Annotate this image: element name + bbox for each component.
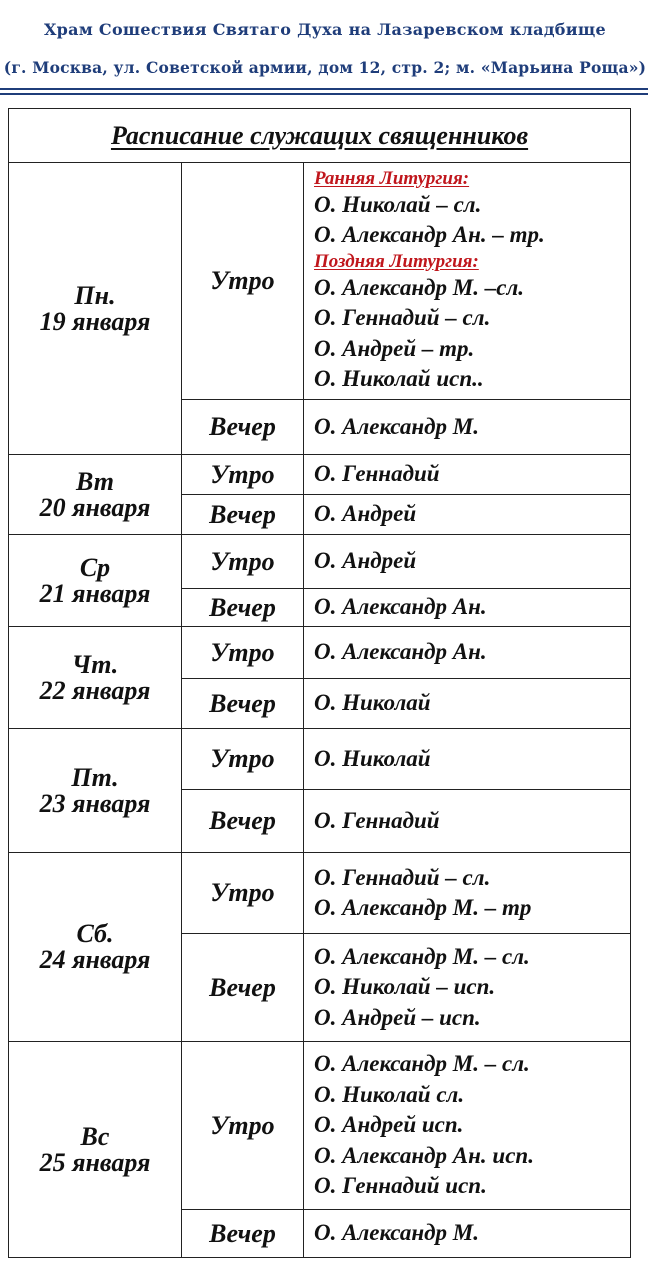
- priest-entry: О. Андрей – тр.: [314, 335, 475, 361]
- priest-entry: О. Геннадий: [314, 807, 440, 833]
- priest-entry: О. Николай – сл.: [314, 191, 482, 217]
- priest-list: [304, 679, 631, 729]
- priest-list: [304, 1210, 631, 1258]
- priest-list: [304, 495, 631, 535]
- priest-list: [304, 163, 631, 400]
- priest-list: [304, 1042, 631, 1210]
- time-of-day: Вечер: [182, 679, 304, 729]
- schedule-row: [9, 729, 631, 790]
- priest-entry: О. Александр Ан. исп.: [314, 1142, 534, 1168]
- priest-entry: О. Николай: [314, 745, 431, 771]
- day-date: 21 января: [39, 578, 151, 608]
- priest-list: [304, 853, 631, 934]
- day-cell: [9, 163, 182, 455]
- priest-entry: О. Александр М. –сл.: [314, 274, 524, 300]
- schedule-title: Расписание служащих священников: [9, 109, 631, 163]
- day-cell: [9, 1042, 182, 1258]
- priest-list: [304, 400, 631, 455]
- priest-entry: О. Геннадий исп.: [314, 1173, 487, 1199]
- priest-entry: О. Геннадий – сл.: [314, 305, 491, 330]
- schedule-row: [9, 1042, 631, 1210]
- day-cell: [9, 627, 182, 729]
- day-date: 24 января: [39, 945, 151, 974]
- day-cell: [9, 455, 182, 535]
- schedule-row: [9, 535, 631, 589]
- header-divider: [0, 93, 648, 95]
- time-of-day: Вечер: [182, 400, 304, 455]
- priest-entry: О. Александр Ан. – тр.: [314, 222, 545, 247]
- church-address: (г. Москва, ул. Советской армии, дом 12, стр. 2; м. «Марьина Роща»): [3, 58, 647, 77]
- day-date: 20 января: [39, 492, 151, 522]
- service-label: Поздняя Литургия:: [314, 250, 479, 272]
- priest-entry: О. Александр М.: [314, 1220, 479, 1246]
- time-of-day: Утро: [182, 455, 304, 495]
- schedule-row: [9, 163, 631, 400]
- time-of-day: Вечер: [182, 790, 304, 853]
- service-label: Ранняя Литургия:: [314, 167, 470, 189]
- time-of-day: Вечер: [182, 495, 304, 535]
- priest-entry: О. Андрей исп.: [314, 1112, 464, 1138]
- priest-entry: О. Александр Ан.: [314, 639, 487, 665]
- day-date: 22 января: [39, 675, 151, 705]
- day-name: Вт: [76, 466, 114, 496]
- time-of-day: Утро: [182, 729, 304, 790]
- time-of-day: Утро: [182, 853, 304, 934]
- day-name: Ср: [79, 552, 111, 582]
- time-of-day: Утро: [182, 627, 304, 679]
- day-date: 19 января: [39, 306, 151, 336]
- priest-list: [304, 934, 631, 1042]
- schedule-row: [9, 853, 631, 934]
- priest-entry: О. Геннадий – сл.: [314, 864, 491, 890]
- day-cell: [9, 853, 182, 1042]
- priest-entry: О. Николай: [314, 690, 431, 716]
- priest-entry: О. Александр М.: [314, 413, 479, 439]
- priest-entry: О. Николай – исп.: [314, 974, 496, 1000]
- priest-list: [304, 790, 631, 853]
- header-divider: [0, 88, 648, 90]
- day-name: Сб.: [76, 919, 114, 948]
- day-name: Пт.: [71, 762, 119, 792]
- day-cell: [9, 729, 182, 853]
- time-of-day: Утро: [182, 163, 304, 400]
- time-of-day: Утро: [182, 1042, 304, 1210]
- day-date: 25 января: [39, 1147, 151, 1177]
- priest-list: [304, 729, 631, 790]
- priest-entry: О. Николай исп..: [314, 366, 484, 391]
- day-date: 23 января: [39, 788, 151, 818]
- priest-entry: О. Андрей – исп.: [314, 1004, 481, 1030]
- priest-entry: О. Александр М. – тр: [314, 895, 532, 920]
- schedule-table: [8, 108, 631, 1258]
- time-of-day: Вечер: [182, 589, 304, 627]
- priest-entry: О. Николай сл.: [314, 1081, 465, 1107]
- priest-entry: О. Андрей: [314, 548, 417, 574]
- priest-entry: О. Андрей: [314, 501, 417, 527]
- day-name: Чт.: [71, 649, 119, 679]
- priest-entry: О. Александр Ан.: [314, 594, 487, 620]
- priest-list: [304, 589, 631, 627]
- church-name: Храм Сошествия Святаго Духа на Лазаревском кладбище: [43, 20, 607, 39]
- day-name: Вс: [80, 1121, 110, 1151]
- priest-entry: О. Александр М. – сл.: [314, 1051, 530, 1077]
- priest-list: [304, 455, 631, 495]
- priest-list: [304, 535, 631, 589]
- time-of-day: Утро: [182, 535, 304, 589]
- priest-entry: О. Александр М. – сл.: [314, 943, 530, 969]
- priest-entry: О. Геннадий: [314, 461, 440, 487]
- schedule-row: [9, 627, 631, 679]
- schedule-row: [9, 455, 631, 495]
- day-name: Пн.: [74, 280, 116, 310]
- day-cell: [9, 535, 182, 627]
- time-of-day: Вечер: [182, 1210, 304, 1258]
- time-of-day: Вечер: [182, 934, 304, 1042]
- priest-list: [304, 627, 631, 679]
